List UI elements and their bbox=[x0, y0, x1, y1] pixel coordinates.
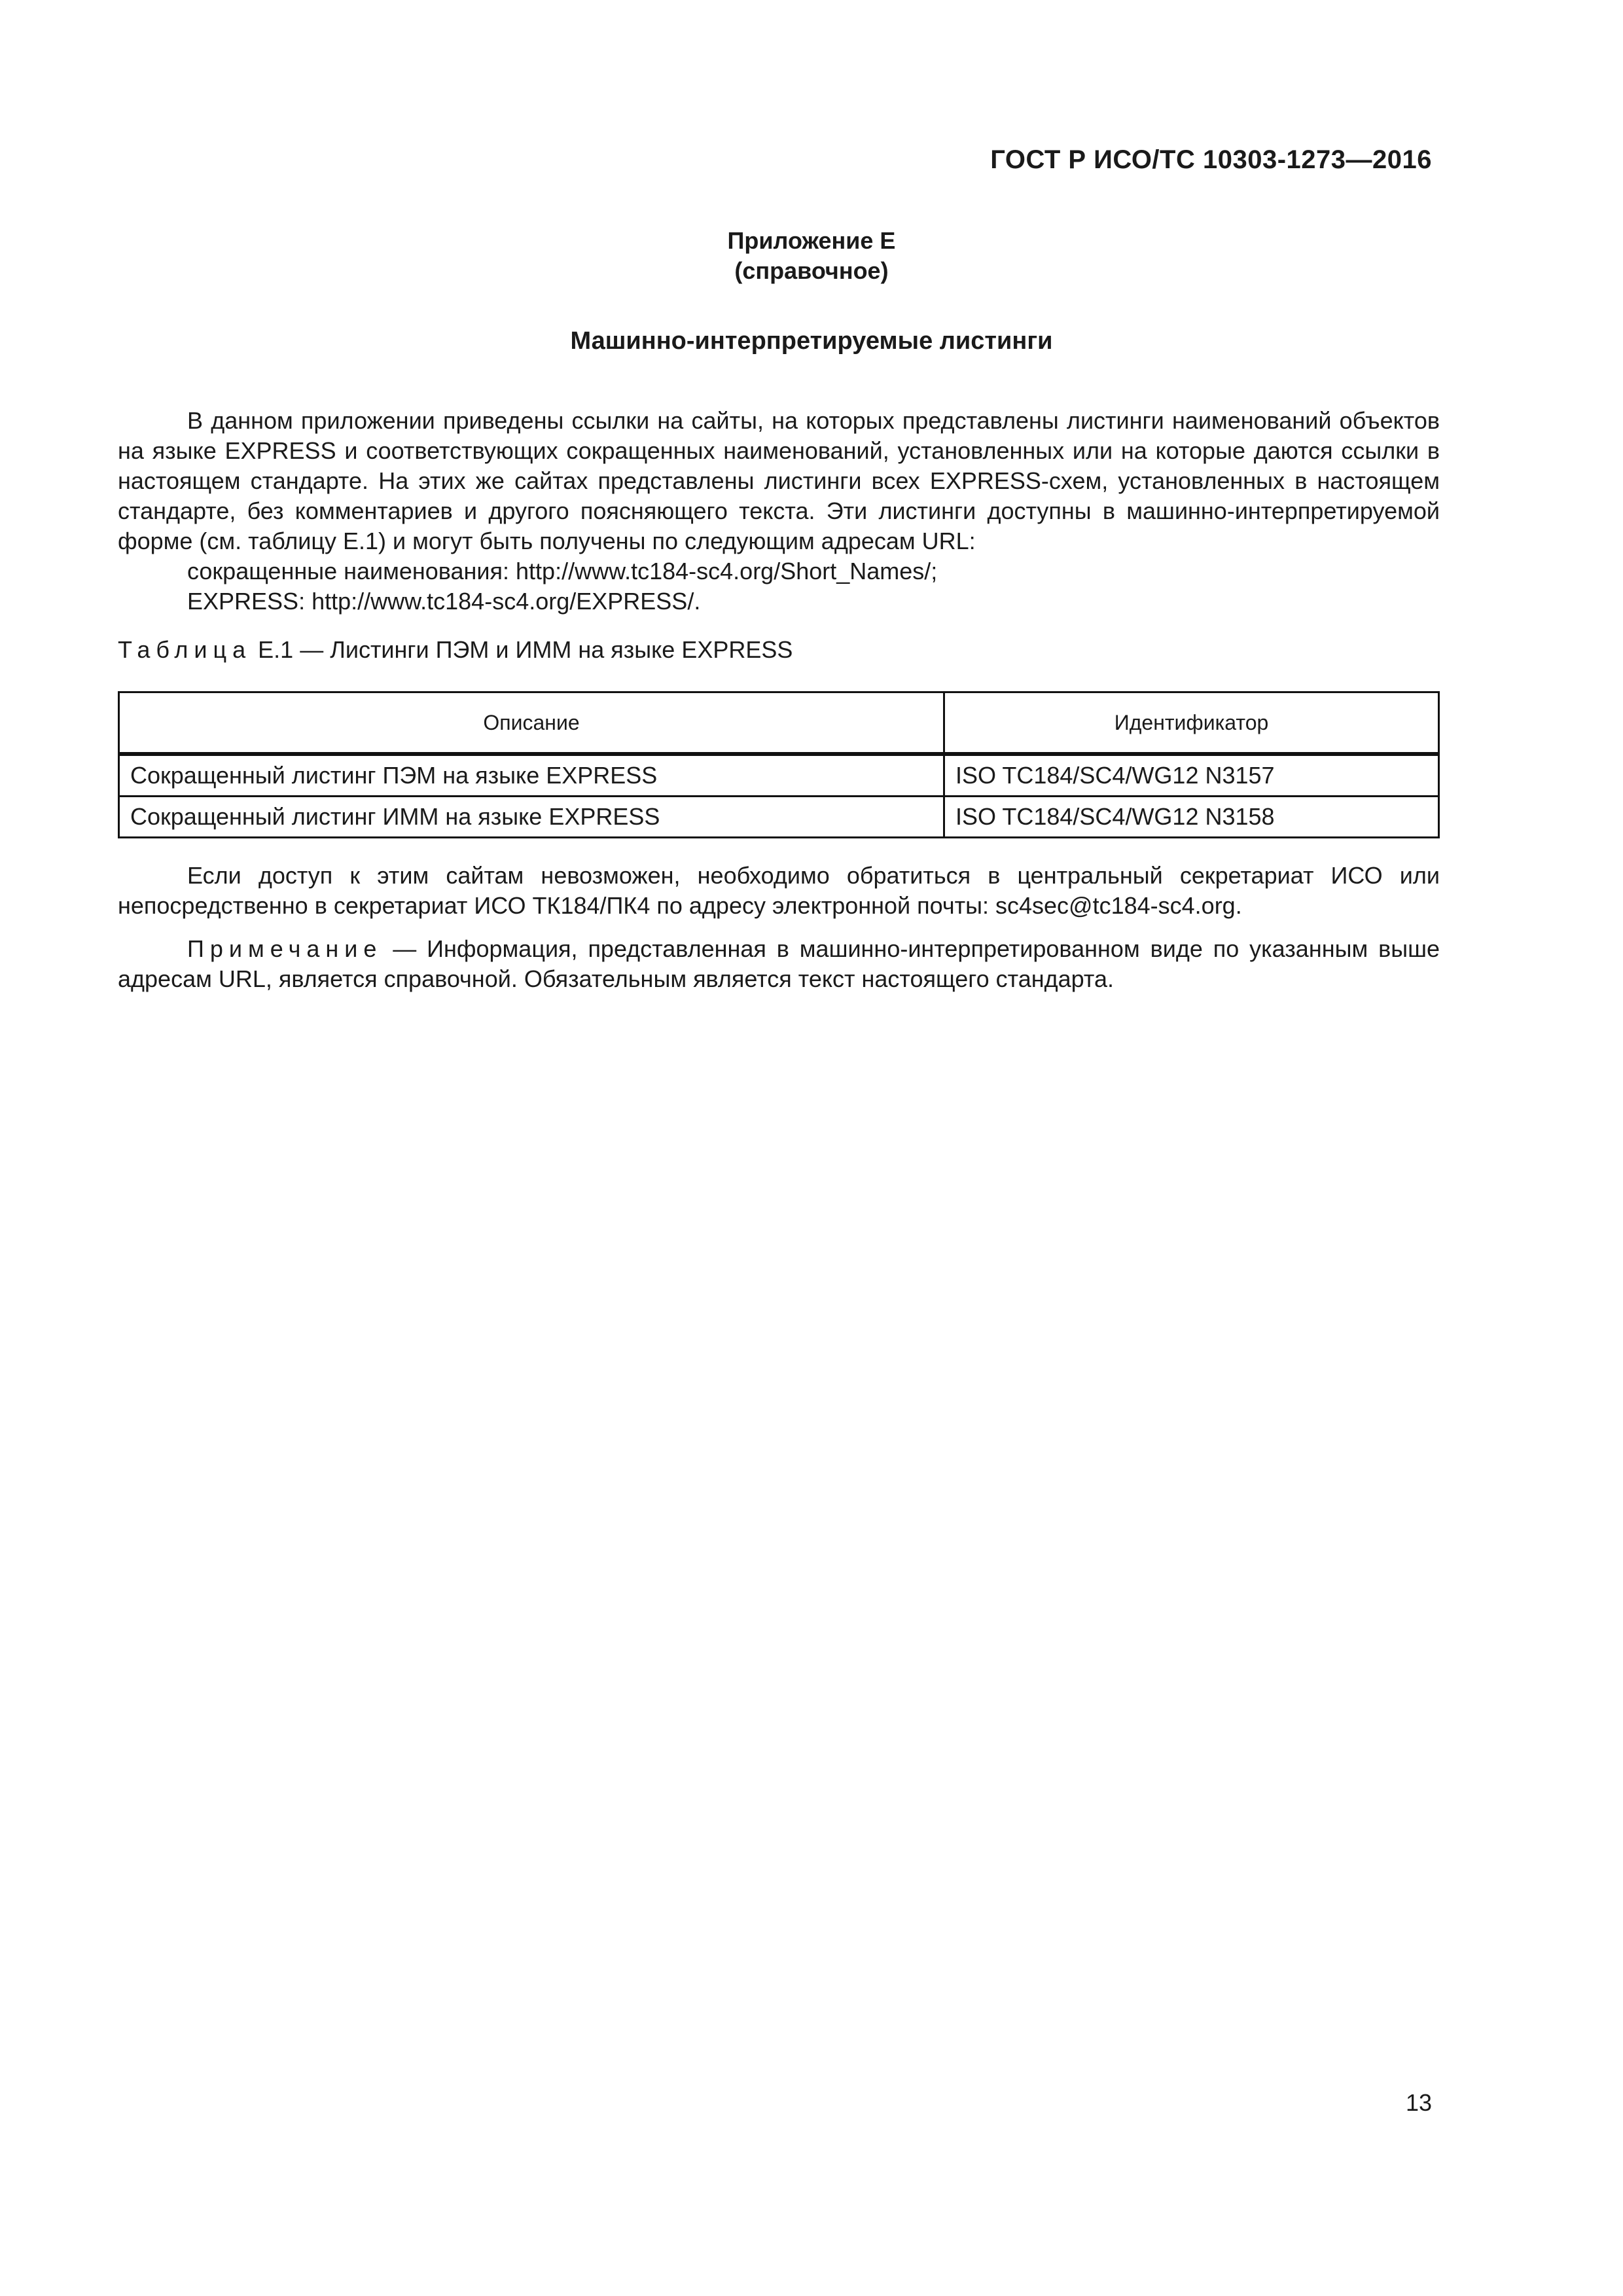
table-row bbox=[119, 797, 1439, 838]
contact-paragraph: Если доступ к этим сайтам невозможен, необходимо обратиться в центральный секретариат ИСО или непосредственно в секретариат ИСО ТК184/ПК4 по адресу электронной почты: sc4sec@tc184-sc4.org. bbox=[118, 862, 1440, 919]
note-label: Примечание bbox=[187, 935, 383, 962]
contact-section bbox=[118, 861, 1440, 921]
section-title: Машинно-интерпретируемые листинги bbox=[570, 327, 1053, 355]
appendix-title: Приложение Е bbox=[727, 227, 896, 254]
header-identifier: Идентификатор bbox=[944, 692, 1439, 755]
intro-section bbox=[118, 406, 1440, 617]
url-express: EXPRESS: http://www.tc184-sc4.org/EXPRESS/. bbox=[187, 588, 701, 615]
table-caption bbox=[118, 636, 793, 664]
note-text: — Информация, представленная в машинно-интерпретированном виде по указанным выше адресам URL, является справочной. Обязательным является текст настоящего стандарта. bbox=[118, 935, 1440, 992]
cell-identifier: ISO TC184/SC4/WG12 N3158 bbox=[944, 797, 1439, 838]
header-description: Описание bbox=[119, 692, 944, 755]
note-section bbox=[118, 934, 1440, 994]
table-header-row bbox=[119, 692, 1439, 755]
table-caption-label: Таблица bbox=[118, 636, 252, 663]
page-number: 13 bbox=[1405, 2089, 1432, 2116]
note-paragraph bbox=[118, 934, 1440, 994]
standard-designation: ГОСТ Р ИСО/ТС 10303-1273—2016 bbox=[990, 145, 1432, 174]
appendix-heading bbox=[0, 226, 1623, 286]
cell-description: Сокращенный листинг ПЭМ на языке EXPRESS bbox=[119, 754, 944, 797]
url-short-names: сокращенные наименования: http://www.tc184-sc4.org/Short_Names/; bbox=[187, 558, 938, 584]
listings-table bbox=[118, 691, 1440, 838]
cell-identifier: ISO TC184/SC4/WG12 N3157 bbox=[944, 754, 1439, 797]
table-row bbox=[119, 754, 1439, 797]
intro-paragraph: В данном приложении приведены ссылки на сайты, на которых представлены листинги наименований объектов на языке EXPRESS и соответствующих сокращенных наименований, установленных или на которые даются ссылки в настоящем стандарте. На этих же сайтах представлены листинги всех EXPRESS-схем, установленных в настоящем стандарте, без комментариев и другого поясняющего текста. Эти листинги доступны в машинно-интерпретируемой форме (см. таблицу Е.1) и могут быть получены по следующим адресам URL: bbox=[118, 407, 1440, 554]
appendix-subtitle: (справочное) bbox=[734, 257, 889, 284]
cell-description: Сокращенный листинг ИММ на языке EXPRESS bbox=[119, 797, 944, 838]
table-caption-text: Е.1 — Листинги ПЭМ и ИММ на языке EXPRESS bbox=[258, 636, 793, 663]
